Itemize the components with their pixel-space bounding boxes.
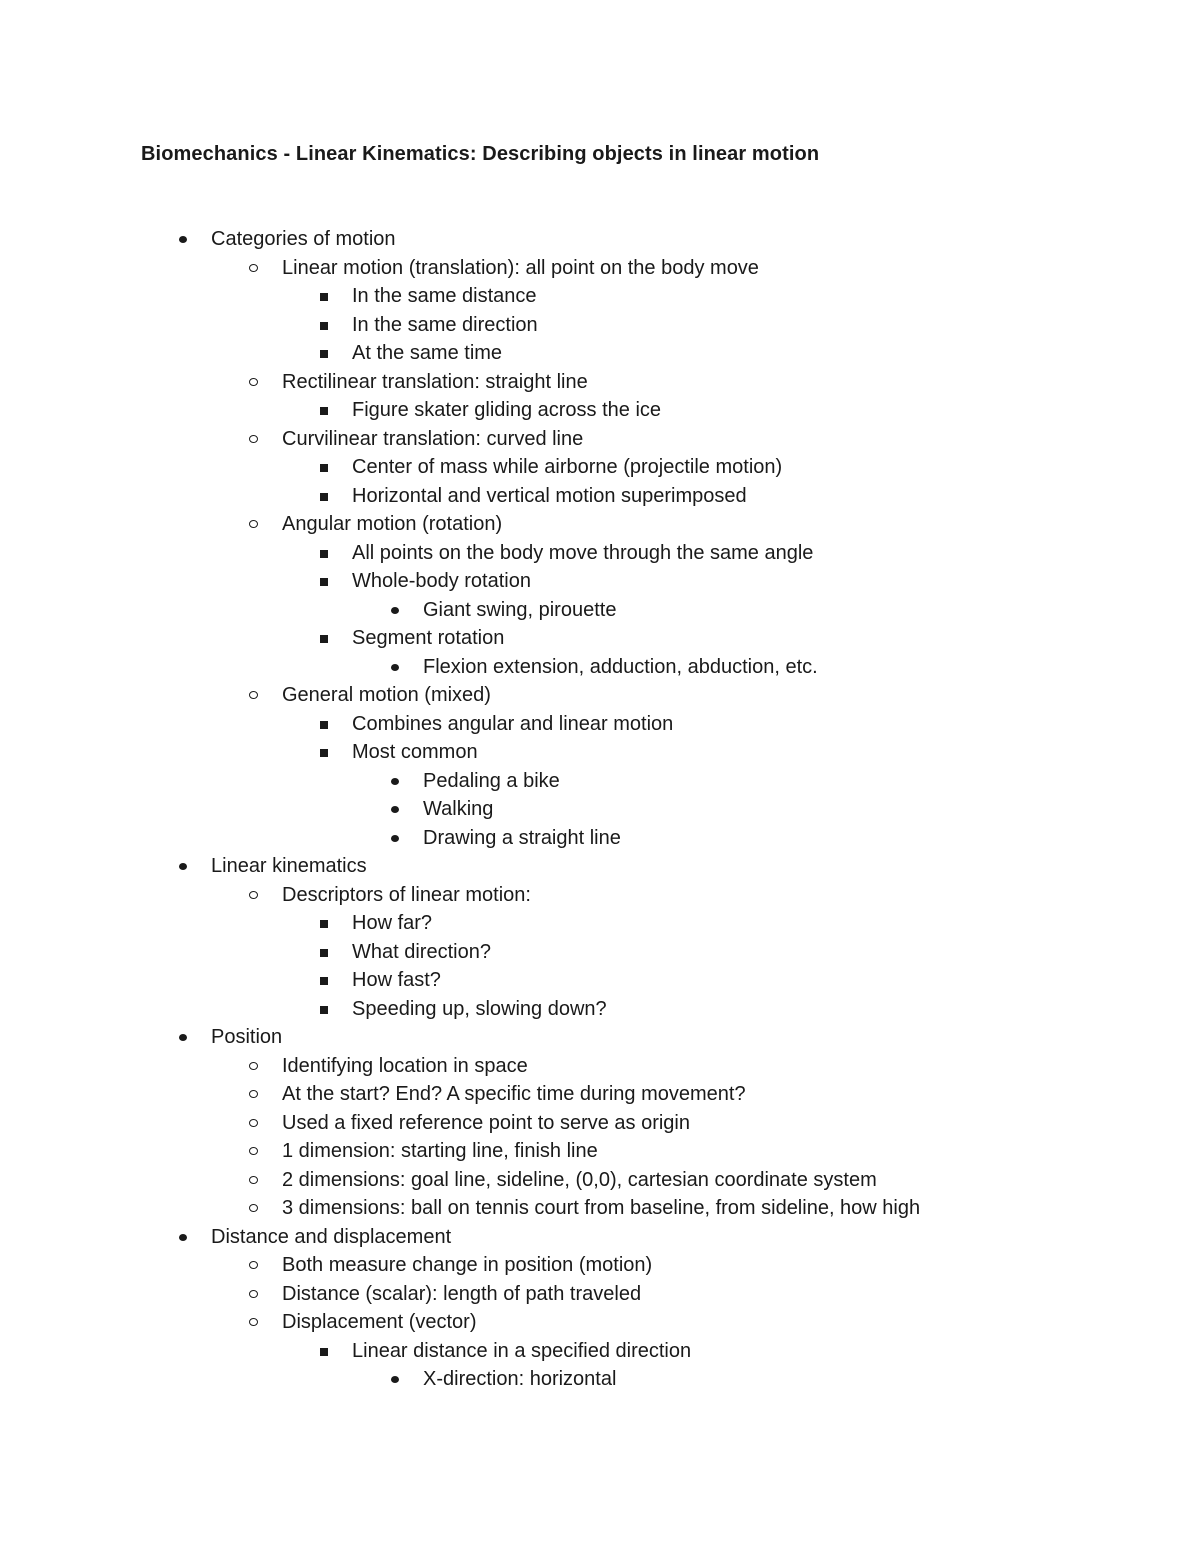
outline-item-text: Displacement (vector) [282, 1311, 477, 1333]
outline-item-level-2 [0, 1194, 1200, 1223]
circle-bullet-icon [248, 254, 262, 283]
disc-bullet-icon [177, 1223, 191, 1252]
circle-bullet-icon [248, 1052, 262, 1081]
outline-item-text: Whole-body rotation [352, 570, 531, 592]
outline-item-level-2 [0, 368, 1200, 397]
circle-bullet-icon [248, 681, 262, 710]
outline-item-level-2 [0, 1137, 1200, 1166]
square-bullet-icon [318, 339, 332, 368]
circle-bullet-icon [248, 1308, 262, 1337]
outline-item-level-4 [0, 596, 1200, 625]
outline-item-level-2 [0, 1280, 1200, 1309]
outline-item-level-3 [0, 966, 1200, 995]
square-bullet-icon [318, 995, 332, 1024]
outline-item-level-1 [0, 1223, 1200, 1252]
outline-item-text: Flexion extension, adduction, abduction, etc. [423, 655, 818, 678]
disc-bullet-icon [389, 1365, 403, 1394]
disc-bullet-icon [389, 596, 403, 625]
outline-item-level-2 [0, 1308, 1200, 1337]
outline-item-level-4 [0, 795, 1200, 824]
circle-bullet-icon [248, 1280, 262, 1309]
outline-item-level-3 [0, 624, 1200, 653]
outline-item-text: Curvilinear translation: curved line [282, 427, 584, 450]
square-bullet-icon [318, 453, 332, 482]
outline-item-level-2 [0, 1109, 1200, 1138]
outline-item-text: 1 dimension: starting line, finish line [282, 1140, 598, 1162]
outline-item-text: At the start? End? A specific time during movement? [282, 1083, 746, 1105]
outline-item-text: Most common [352, 741, 478, 763]
outline-item-level-3 [0, 710, 1200, 739]
outline-item-level-3 [0, 282, 1200, 311]
disc-bullet-icon [177, 1023, 191, 1052]
outline-item-text: Used a fixed reference point to serve as origin [282, 1111, 690, 1134]
outline-item-level-3 [0, 1337, 1200, 1366]
outline-item-text: Speeding up, slowing down? [352, 997, 607, 1020]
outline-item-text: Giant swing, pirouette [423, 598, 617, 621]
outline-item-level-4 [0, 1365, 1200, 1394]
outline-item-text: X-direction: horizontal [423, 1368, 617, 1390]
outline-item-level-2 [0, 1166, 1200, 1195]
outline-item-text: How far? [352, 912, 433, 934]
outline-item-text: Descriptors of linear motion: [282, 883, 531, 906]
square-bullet-icon [318, 710, 332, 739]
disc-bullet-icon [177, 225, 191, 254]
outline-item-text: Categories of motion [211, 228, 396, 250]
square-bullet-icon [318, 567, 332, 596]
disc-bullet-icon [389, 824, 403, 853]
outline-item-level-3 [0, 738, 1200, 767]
outline-item-level-4 [0, 653, 1200, 682]
outline-item-level-3 [0, 938, 1200, 967]
outline-item-level-3 [0, 995, 1200, 1024]
outline-item-level-1 [0, 225, 1200, 254]
square-bullet-icon [318, 909, 332, 938]
outline-item-level-4 [0, 767, 1200, 796]
circle-bullet-icon [248, 1251, 262, 1280]
outline-item-text: Segment rotation [352, 627, 505, 649]
circle-bullet-icon [248, 1194, 262, 1223]
circle-bullet-icon [248, 1166, 262, 1195]
outline-item-text: How fast? [352, 969, 441, 991]
outline-item-level-3 [0, 539, 1200, 568]
outline-item-text: Position [211, 1026, 283, 1048]
disc-bullet-icon [389, 767, 403, 796]
outline-item-level-2 [0, 1080, 1200, 1109]
square-bullet-icon [318, 539, 332, 568]
outline-item-level-3 [0, 453, 1200, 482]
outline-item-level-3 [0, 311, 1200, 340]
outline-item-text: Identifying location in space [282, 1054, 528, 1077]
square-bullet-icon [318, 966, 332, 995]
disc-bullet-icon [177, 852, 191, 881]
bulleted-outline [0, 225, 1200, 1394]
outline-item-level-4 [0, 824, 1200, 853]
outline-item-level-2 [0, 1052, 1200, 1081]
outline-item-level-3 [0, 482, 1200, 511]
square-bullet-icon [318, 396, 332, 425]
outline-item-level-2 [0, 681, 1200, 710]
square-bullet-icon [318, 624, 332, 653]
circle-bullet-icon [248, 1137, 262, 1166]
outline-item-text: In the same distance [352, 285, 537, 307]
circle-bullet-icon [248, 1109, 262, 1138]
outline-item-text: Drawing a straight line [423, 826, 621, 849]
outline-item-text: Center of mass while airborne (projectile motion) [352, 456, 783, 478]
square-bullet-icon [318, 938, 332, 967]
square-bullet-icon [318, 482, 332, 511]
outline-item-text: Combines angular and linear motion [352, 712, 674, 735]
circle-bullet-icon [248, 425, 262, 454]
outline-item-level-1 [0, 852, 1200, 881]
outline-item-level-2 [0, 881, 1200, 910]
outline-item-text: Pedaling a bike [423, 769, 560, 792]
outline-item-level-2 [0, 510, 1200, 539]
square-bullet-icon [318, 282, 332, 311]
square-bullet-icon [318, 311, 332, 340]
outline-item-level-3 [0, 396, 1200, 425]
circle-bullet-icon [248, 368, 262, 397]
outline-item-text: Linear kinematics [211, 855, 367, 877]
outline-item-text: Angular motion (rotation) [282, 513, 503, 535]
outline-item-text: Linear motion (translation): all point on the body move [282, 256, 759, 279]
outline-item-level-2 [0, 1251, 1200, 1280]
circle-bullet-icon [248, 1080, 262, 1109]
disc-bullet-icon [389, 653, 403, 682]
outline-item-text: General motion (mixed) [282, 684, 491, 706]
outline-item-text: 2 dimensions: goal line, sideline, (0,0), cartesian coordinate system [282, 1168, 877, 1191]
square-bullet-icon [318, 1337, 332, 1366]
outline-item-text: Figure skater gliding across the ice [352, 399, 662, 421]
outline-item-text: Both measure change in position (motion) [282, 1254, 653, 1276]
circle-bullet-icon [248, 881, 262, 910]
outline-item-level-3 [0, 909, 1200, 938]
outline-item-text: Rectilinear translation: straight line [282, 370, 588, 393]
outline-item-level-2 [0, 254, 1200, 283]
outline-item-text: What direction? [352, 940, 491, 963]
outline-item-text: In the same direction [352, 313, 538, 336]
outline-item-level-3 [0, 567, 1200, 596]
outline-item-text: Distance (scalar): length of path traveled [282, 1282, 642, 1305]
circle-bullet-icon [248, 510, 262, 539]
outline-item-level-3 [0, 339, 1200, 368]
outline-item-level-2 [0, 425, 1200, 454]
square-bullet-icon [318, 738, 332, 767]
outline-item-text: 3 dimensions: ball on tennis court from baseline, from sideline, how high [282, 1197, 921, 1219]
outline-item-text: Horizontal and vertical motion superimposed [352, 484, 747, 507]
outline-item-text: Distance and displacement [211, 1225, 452, 1248]
disc-bullet-icon [389, 795, 403, 824]
document-title: Biomechanics - Linear Kinematics: Describing objects in linear motion [141, 143, 820, 165]
outline-item-text: All points on the body move through the same angle [352, 541, 814, 564]
outline-item-text: Walking [423, 798, 494, 820]
outline-item-text: At the same time [352, 342, 503, 364]
outline-item-level-1 [0, 1023, 1200, 1052]
outline-item-text: Linear distance in a specified direction [352, 1339, 692, 1362]
